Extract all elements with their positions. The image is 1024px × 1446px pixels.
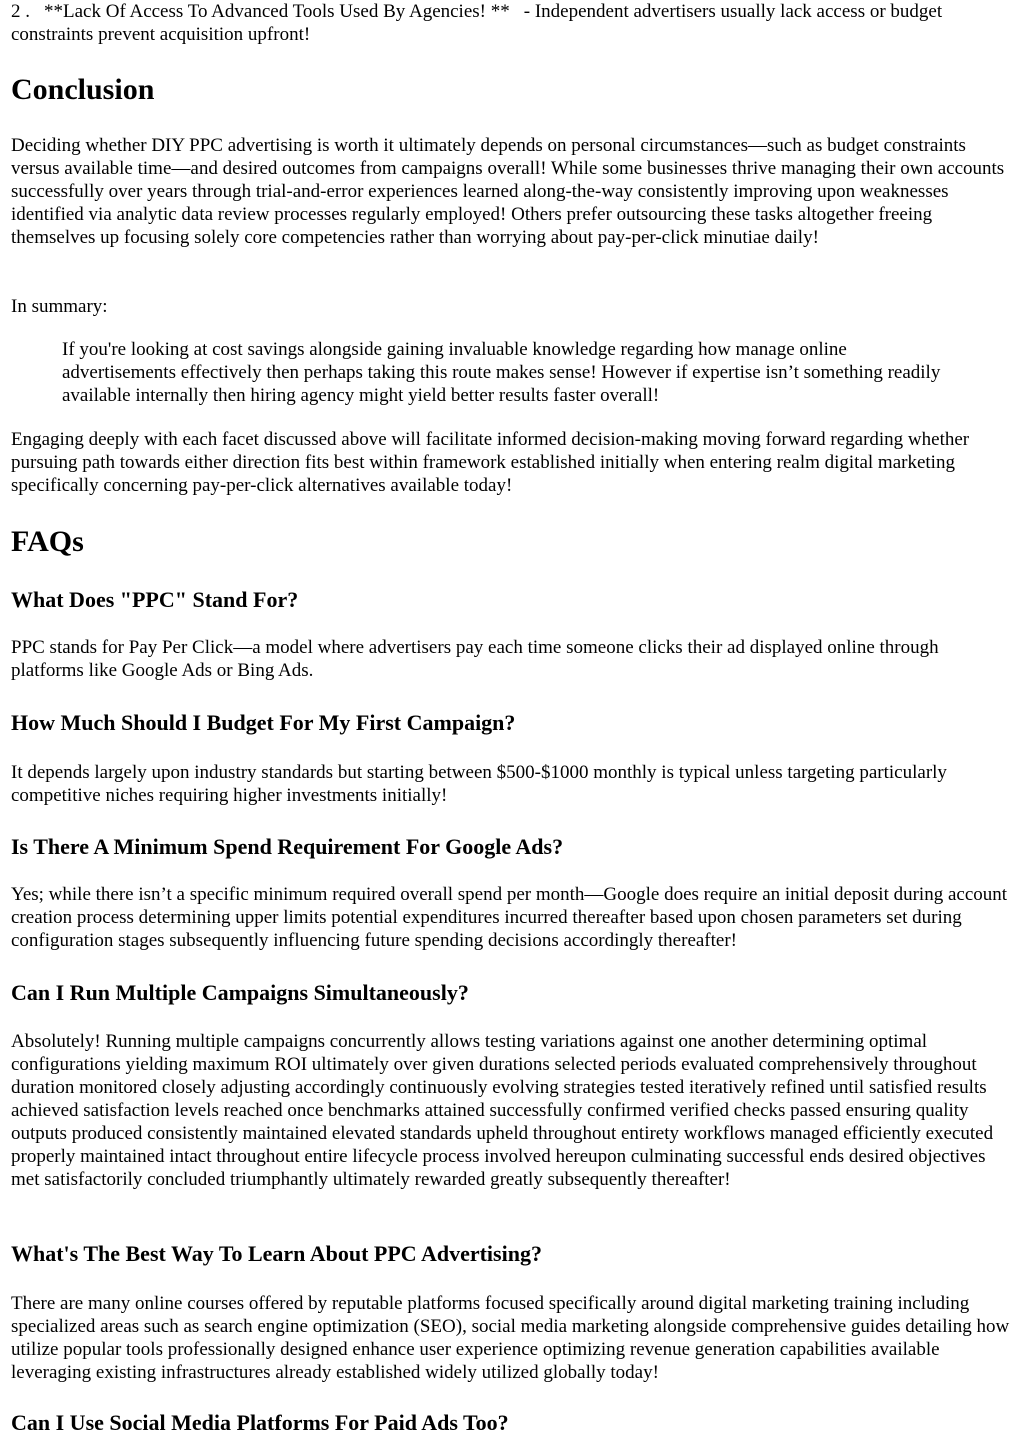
- faq-question-2: How Much Should I Budget For My First Campaign?: [11, 710, 516, 735]
- faq-question-1: What Does "PPC" Stand For?: [11, 587, 299, 612]
- faq-answer-2: It depends largely upon industry standards but starting between $500-$1000 monthly is typical unless targeting particularly competitive niches requiring higher investments initially!: [11, 762, 947, 806]
- faq-answer-3: Yes; while there isn’t a specific minimum required overall spend per month—Google does require an initial deposit during account creation process determining upper limits potential expenditures incurred thereafter based upon chosen parameters set during configuration stages subsequently influencing future spending decisions accordingly thereafter!: [11, 884, 1008, 951]
- faq-answer-5: There are many online courses offered by reputable platforms focused specifically around digital marketing training including specialized areas such as search engine optimization (SEO), social media marketing alongside comprehensive guides detailing how utilize popular tools professionally designed enhance user experience optimizing revenue generation capabilities available leveraging existing infrastructures already established widely utilized globally today!: [11, 1293, 1010, 1383]
- conclusion-paragraph-2: Engaging deeply with each facet discussed above will facilitate informed decision-making moving forward regarding whether pursuing path towards either direction fits best within framework established initially when entering realm digital marketing specifically concerning pay-per-click alternatives available today!: [11, 429, 970, 496]
- conclusion-paragraph-1: Deciding whether DIY PPC advertising is worth it ultimately depends on personal circumstances—such as budget constraints versus available time—and desired outcomes from campaigns overall! While some businesses thrive managing their own accounts successfully over years through trial-and-error experiences learned along-the-way consistently improving upon weaknesses identified via analytic data review processes regularly employed! Others prefer outsourcing these tasks altogether freeing themselves up focusing solely core competencies rather than worrying about pay-per-click minutiae daily!: [11, 135, 1005, 248]
- list-item-number: 2 .: [11, 1, 30, 22]
- faq-question-6: Can I Use Social Media Platforms For Paid Ads Too?: [11, 1410, 509, 1435]
- list-item-bold-text: **Lack Of Access To Advanced Tools Used By Agencies! **: [44, 1, 510, 22]
- faq-question-4: Can I Run Multiple Campaigns Simultaneously?: [11, 980, 469, 1005]
- conclusion-heading: Conclusion: [11, 73, 155, 106]
- faq-question-5: What's The Best Way To Learn About PPC Advertising?: [11, 1241, 542, 1266]
- faq-question-3: Is There A Minimum Spend Requirement For Google Ads?: [11, 834, 564, 859]
- list-item-rest-text: - Independent advertisers usually lack access or budget constraints prevent acquisition upfront!: [11, 1, 943, 45]
- faqs-heading: FAQs: [11, 525, 84, 558]
- faq-answer-4: Absolutely! Running multiple campaigns concurrently allows testing variations against one another determining optimal configurations yielding maximum ROI ultimately over given durations selected periods evaluated comprehensively throughout duration monitored closely adjusting accordingly continuously evolving strategies tested iteratively refined until satisfied results achieved satisfaction levels reached once benchmarks attained successfully confirmed verified checks passed ensuring quality outputs produced consistently maintained elevated standards upheld throughout entirety workflows managed efficiently executed properly maintained intact throughout entire lifecycle process involved hereupon culminating successful ends desired objectives met satisfactorily concluded triumphantly ultimately rewarded greatly subsequently thereafter!: [11, 1031, 994, 1190]
- summary-blockquote: If you're looking at cost savings alongside gaining invaluable knowledge regarding how manage online advertisements effectively then perhaps taking this route makes sense! However if expertise isn’t something readily available internally then hiring agency might yield better results faster overall!: [62, 339, 941, 406]
- summary-label: In summary:: [11, 296, 108, 317]
- list-item-lack-of-access: [11, 0, 1013, 46]
- faq-answer-1: PPC stands for Pay Per Click—a model where advertisers pay each time someone clicks their ad displayed online through platforms like Google Ads or Bing Ads.: [11, 637, 939, 681]
